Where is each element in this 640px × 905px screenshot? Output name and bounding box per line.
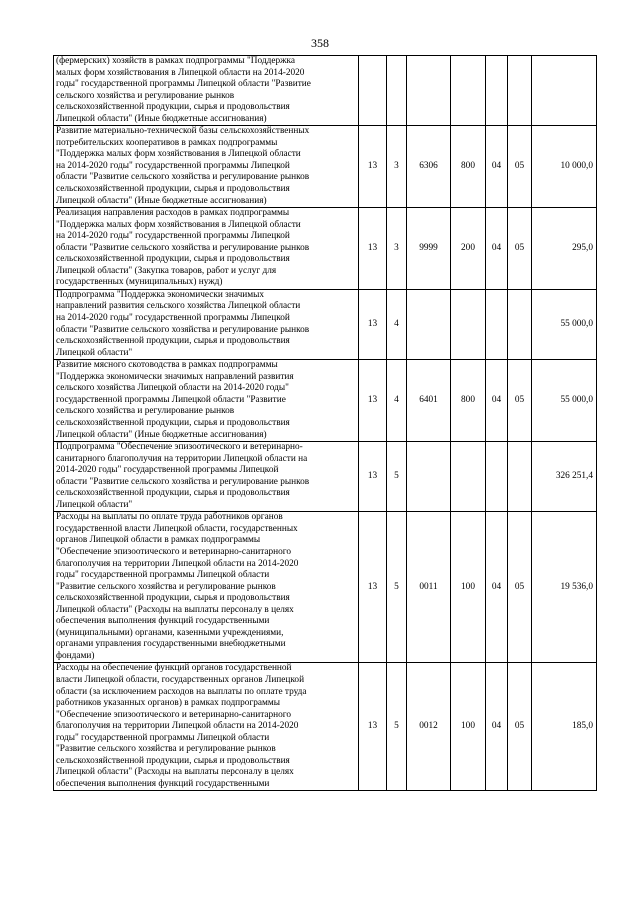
description-line: Липецкой области" (Расходы на выплаты персоналу в целях — [56, 604, 294, 615]
column-amount: 19 536,0 — [532, 512, 597, 663]
column-expense-type — [451, 442, 486, 512]
description-line: сельского хозяйства и регулирование рынков — [56, 90, 235, 101]
row-description — [54, 208, 359, 290]
column-subprogram-code: 4 — [387, 360, 407, 442]
description-line: Развитие материально-технической базы сельскохозяйственных — [56, 126, 310, 137]
description-line: Подпрограмма "Поддержка экономически значимых — [56, 289, 265, 300]
table-body — [54, 56, 597, 791]
column-expense-type — [451, 56, 486, 126]
column-program-code: 13 — [359, 126, 387, 208]
column-subsection — [508, 56, 532, 126]
description-line: Липецкой области" (Закупка товаров, работ и услуг для — [56, 265, 277, 276]
description-line: Расходы на выплаты по оплате труда работников органов — [56, 512, 283, 523]
column-program-code: 13 — [359, 360, 387, 442]
description-line: области "Развитие сельского хозяйства и регулирование рынков — [56, 172, 310, 183]
description-line: потребительских кооперативов в рамках подпрограммы — [56, 137, 278, 148]
description-line: обеспечения выполнения функций государственными — [56, 616, 270, 627]
description-line: направлений развития сельского хозяйства Липецкой области — [56, 301, 301, 312]
description-line: годы" государственной программы Липецкой области — [56, 732, 270, 743]
row-description — [54, 289, 359, 359]
column-expense-type: 100 — [451, 512, 486, 663]
table-row — [54, 360, 597, 442]
description-line: фондами) — [56, 650, 95, 661]
column-direction-code: 9999 — [407, 208, 451, 290]
description-line: "Поддержка малых форм хозяйствования в Липецкой области — [56, 219, 301, 230]
description-line: на 2014-2020 годы" государственной программы Липецкой — [56, 231, 290, 242]
description-line: Липецкой области" (Расходы на выплаты персоналу в целях — [56, 767, 294, 778]
column-program-code: 13 — [359, 512, 387, 663]
description-line: на 2014-2020 годы" государственной программы Липецкой — [56, 160, 290, 171]
column-amount: 55 000,0 — [532, 289, 597, 359]
column-section: 04 — [486, 360, 508, 442]
description-line: сельскохозяйственной продукции, сырья и продовольствия — [56, 336, 290, 347]
column-direction-code: 6401 — [407, 360, 451, 442]
column-direction-code: 0012 — [407, 663, 451, 791]
column-subsection — [508, 442, 532, 512]
column-direction-code — [407, 442, 451, 512]
description-line: (муниципальными) органами, казенными учреждениями, — [56, 627, 284, 638]
column-subsection: 05 — [508, 126, 532, 208]
column-expense-type: 800 — [451, 126, 486, 208]
description-line: (фермерских) хозяйств в рамках подпрограммы "Поддержка — [56, 56, 296, 66]
description-line: "Развитие сельского хозяйства и регулирование рынков — [56, 581, 276, 592]
column-section — [486, 442, 508, 512]
column-expense-type — [451, 289, 486, 359]
description-line: годы" государственной программы Липецкой области "Развитие — [56, 79, 311, 90]
description-line: сельскохозяйственной продукции, сырья и продовольствия — [56, 417, 290, 428]
column-section — [486, 289, 508, 359]
description-line: Развитие мясного скотоводства в рамках подпрограммы — [56, 360, 278, 371]
column-program-code: 13 — [359, 208, 387, 290]
description-line: благополучия на территории Липецкой области на 2014-2020 — [56, 558, 299, 569]
column-section: 04 — [486, 663, 508, 791]
description-line: Липецкой области" (Иные бюджетные ассигнования) — [56, 195, 267, 206]
description-line: государственных (муниципальных) нужд) — [56, 277, 223, 288]
description-line: области "Развитие сельского хозяйства и регулирование рынков — [56, 242, 310, 253]
row-description — [54, 360, 359, 442]
column-expense-type: 200 — [451, 208, 486, 290]
column-section — [486, 56, 508, 126]
column-subprogram-code: 4 — [387, 289, 407, 359]
table-row — [54, 442, 597, 512]
column-amount — [532, 56, 597, 126]
description-line: органами управления государственными внебюджетными — [56, 639, 286, 650]
description-line: Липецкой области" — [56, 347, 133, 358]
table-row — [54, 56, 597, 126]
column-amount: 326 251,4 — [532, 442, 597, 512]
column-section: 04 — [486, 208, 508, 290]
column-direction-code: 6306 — [407, 126, 451, 208]
description-line: органов Липецкой области в рамках подпрограммы — [56, 535, 261, 546]
table-row — [54, 208, 597, 290]
description-line: обеспечения выполнения функций государственными — [56, 778, 270, 789]
column-subsection: 05 — [508, 663, 532, 791]
description-line: на 2014-2020 годы" государственной программы Липецкой — [56, 313, 290, 324]
description-line: Липецкой области" (Иные бюджетные ассигнования) — [56, 113, 267, 124]
description-line: "Обеспечение эпизоотического и ветеринарно-санитарного — [56, 709, 292, 720]
table-row — [54, 512, 597, 663]
column-section: 04 — [486, 512, 508, 663]
description-line: "Развитие сельского хозяйства и регулирование рынков — [56, 744, 276, 755]
column-amount: 55 000,0 — [532, 360, 597, 442]
description-line: "Поддержка экономически значимых направлений развития — [56, 371, 294, 382]
column-subsection: 05 — [508, 512, 532, 663]
description-line: сельскохозяйственной продукции, сырья и продовольствия — [56, 755, 290, 766]
column-program-code: 13 — [359, 289, 387, 359]
description-line: сельскохозяйственной продукции, сырья и продовольствия — [56, 254, 290, 265]
description-line: области "Развитие сельского хозяйства и регулирование рынков — [56, 476, 310, 487]
row-description — [54, 126, 359, 208]
description-line: Подпрограмма "Обеспечение эпизоотического и ветеринарно- — [56, 442, 303, 453]
description-line: Липецкой области" (Иные бюджетные ассигнования) — [56, 429, 267, 440]
description-line: государственной программы Липецкой области "Развитие — [56, 394, 286, 405]
column-amount: 10 000,0 — [532, 126, 597, 208]
column-expense-type: 800 — [451, 360, 486, 442]
column-subprogram-code: 3 — [387, 208, 407, 290]
description-line: сельскохозяйственной продукции, сырья и продовольствия — [56, 488, 290, 499]
description-line: сельскохозяйственной продукции, сырья и продовольствия — [56, 184, 290, 195]
description-line: малых форм хозяйствования в Липецкой области на 2014-2020 — [56, 67, 305, 78]
description-line: сельскохозяйственной продукции, сырья и продовольствия — [56, 593, 290, 604]
table-row — [54, 289, 597, 359]
description-line: сельского хозяйства и регулирование рынков — [56, 406, 235, 417]
table-row — [54, 663, 597, 791]
column-direction-code — [407, 56, 451, 126]
column-subsection: 05 — [508, 360, 532, 442]
column-section: 04 — [486, 126, 508, 208]
description-line: Липецкой области" — [56, 499, 133, 510]
column-amount: 295,0 — [532, 208, 597, 290]
description-line: Расходы на обеспечение функций органов государственной — [56, 663, 292, 674]
budget-table — [53, 55, 597, 791]
description-line: 2014-2020 годы" государственной программы Липецкой — [56, 465, 279, 476]
column-expense-type: 100 — [451, 663, 486, 791]
column-program-code — [359, 56, 387, 126]
description-line: сельского хозяйства Липецкой области на 2014-2020 годы" — [56, 383, 289, 394]
row-description — [54, 663, 359, 791]
description-line: годы" государственной программы Липецкой области — [56, 570, 270, 581]
description-line: "Обеспечение эпизоотического и ветеринарно-санитарного — [56, 546, 292, 557]
description-line: работников указанных органов) в рамках подпрограммы — [56, 698, 281, 709]
description-line: области "Развитие сельского хозяйства и регулирование рынков — [56, 324, 310, 335]
description-line: власти Липецкой области, государственных органов Липецкой — [56, 674, 305, 685]
column-amount: 185,0 — [532, 663, 597, 791]
description-line: Реализация направления расходов в рамках подпрограммы — [56, 208, 290, 219]
column-direction-code: 0011 — [407, 512, 451, 663]
column-subprogram-code: 5 — [387, 442, 407, 512]
description-line: благополучия на территории Липецкой области на 2014-2020 — [56, 721, 299, 732]
column-subsection: 05 — [508, 208, 532, 290]
page-number: 358 — [311, 36, 329, 50]
description-line: области (за исключением расходов на выплаты по оплате труда — [56, 686, 307, 697]
column-direction-code — [407, 289, 451, 359]
column-subprogram-code: 3 — [387, 126, 407, 208]
column-program-code: 13 — [359, 663, 387, 791]
column-program-code: 13 — [359, 442, 387, 512]
column-subprogram-code: 5 — [387, 512, 407, 663]
row-description — [54, 512, 359, 663]
row-description — [54, 56, 359, 126]
description-line: государственной власти Липецкой области, государственных — [56, 523, 298, 534]
column-subprogram-code: 5 — [387, 663, 407, 791]
description-line: сельскохозяйственной продукции, сырья и продовольствия — [56, 102, 290, 113]
table-row — [54, 126, 597, 208]
description-line: санитарного благополучия на территории Липецкой области на — [56, 453, 308, 464]
description-line: "Поддержка малых форм хозяйствования в Липецкой области — [56, 149, 301, 160]
column-subsection — [508, 289, 532, 359]
row-description — [54, 442, 359, 512]
column-subprogram-code — [387, 56, 407, 126]
